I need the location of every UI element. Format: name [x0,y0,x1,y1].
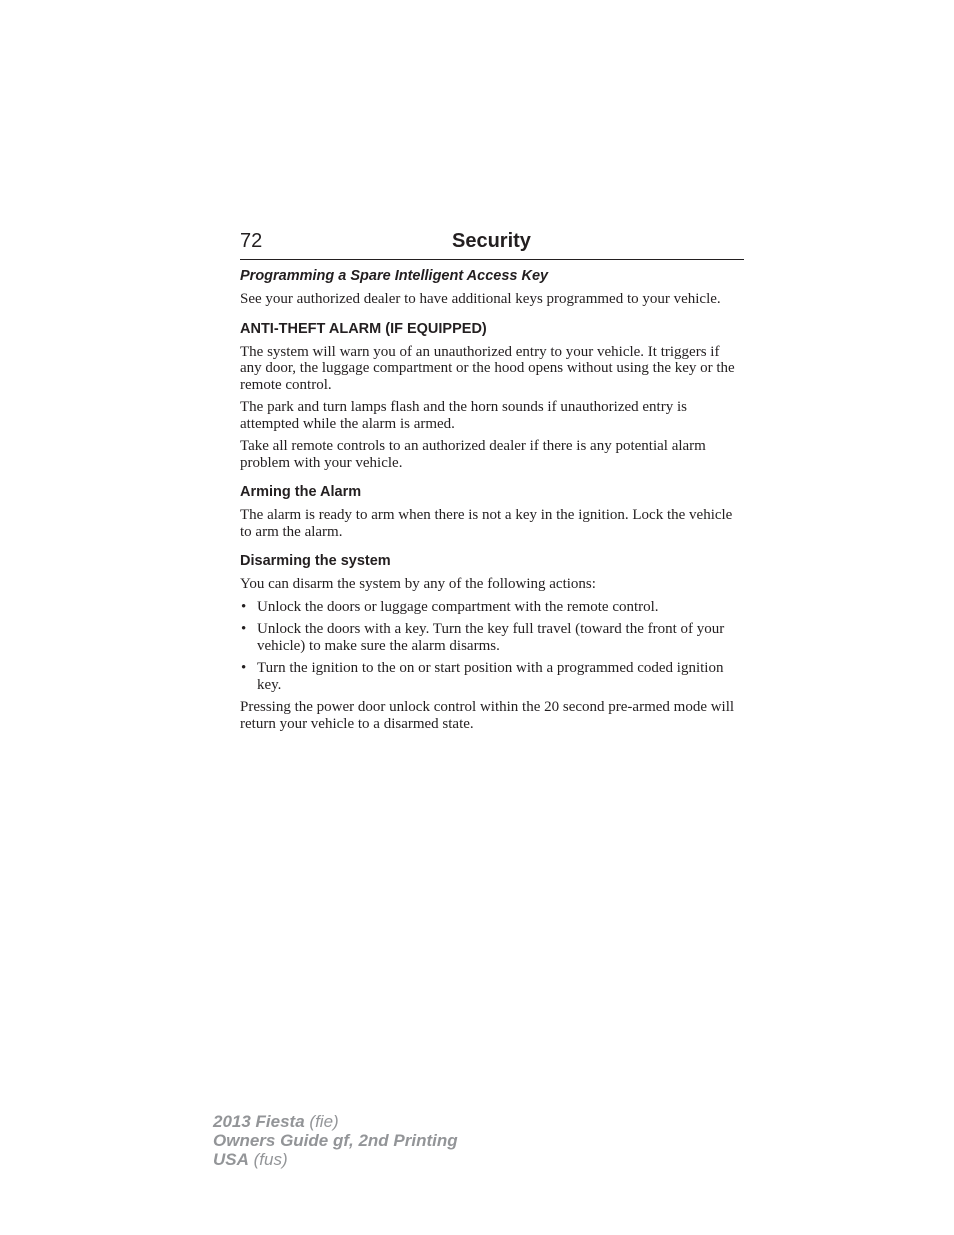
page-number: 72 [240,230,263,252]
list-item [240,660,744,693]
anti-theft-paragraph-2: The park and turn lamps flash and the horn sounds if unauthorized entry is attempted while the alarm is armed. [240,399,687,432]
disarming-action-list [240,599,744,694]
arming-paragraph: The alarm is ready to arm when there is not a key in the ignition. Lock the vehicle to arm the alarm. [240,507,733,540]
section-title: Security [452,230,531,252]
list-item-text: Unlock the doors with a key. Turn the key full travel (toward the front of your vehicle) to make sure the alarm disarms. [257,621,725,654]
list-item-text: Unlock the doors or luggage compartment with the remote control. [257,598,659,615]
spare-key-paragraph: See your authorized dealer to have additional keys programmed to your vehicle. [240,291,721,307]
list-item-text: Turn the ignition to the on or start position with a programmed coded ignition key. [257,660,724,693]
page-content [240,268,744,738]
bullet-icon: • [241,621,247,637]
page-header [240,229,744,260]
disarming-heading: Disarming the system [240,553,391,569]
anti-theft-heading: ANTI-THEFT ALARM (IF EQUIPPED) [240,320,487,337]
anti-theft-paragraph-3: Take all remote controls to an authorized dealer if there is any potential alarm problem with your vehicle. [240,438,706,471]
anti-theft-paragraph-1: The system will warn you of an unauthorized entry to your vehicle. It triggers if any door, the luggage compartment or the hood opens without using the key or the remote control. [240,343,735,393]
footer-model-code: (fie) [309,1112,339,1131]
footer-model: 2013 Fiesta [213,1112,305,1131]
bullet-icon: • [241,598,247,615]
disarming-intro: You can disarm the system by any of the following actions: [240,576,596,592]
bullet-icon: • [241,660,247,676]
spare-key-heading: Programming a Spare Intelligent Access Key [240,268,549,284]
list-item [240,621,744,654]
disarming-closing: Pressing the power door unlock control within the 20 second pre-armed mode will return your vehicle to a disarmed state. [240,699,735,732]
footer-line-3 [213,1150,458,1169]
arming-heading: Arming the Alarm [240,484,362,500]
footer-region: USA [213,1150,249,1169]
document-footer [213,1112,458,1169]
footer-line-2 [213,1131,458,1150]
footer-line-1 [213,1112,458,1131]
footer-region-code: (fus) [253,1150,288,1169]
list-item [240,599,744,616]
footer-guide: Owners Guide gf, 2nd Printing [213,1131,458,1150]
